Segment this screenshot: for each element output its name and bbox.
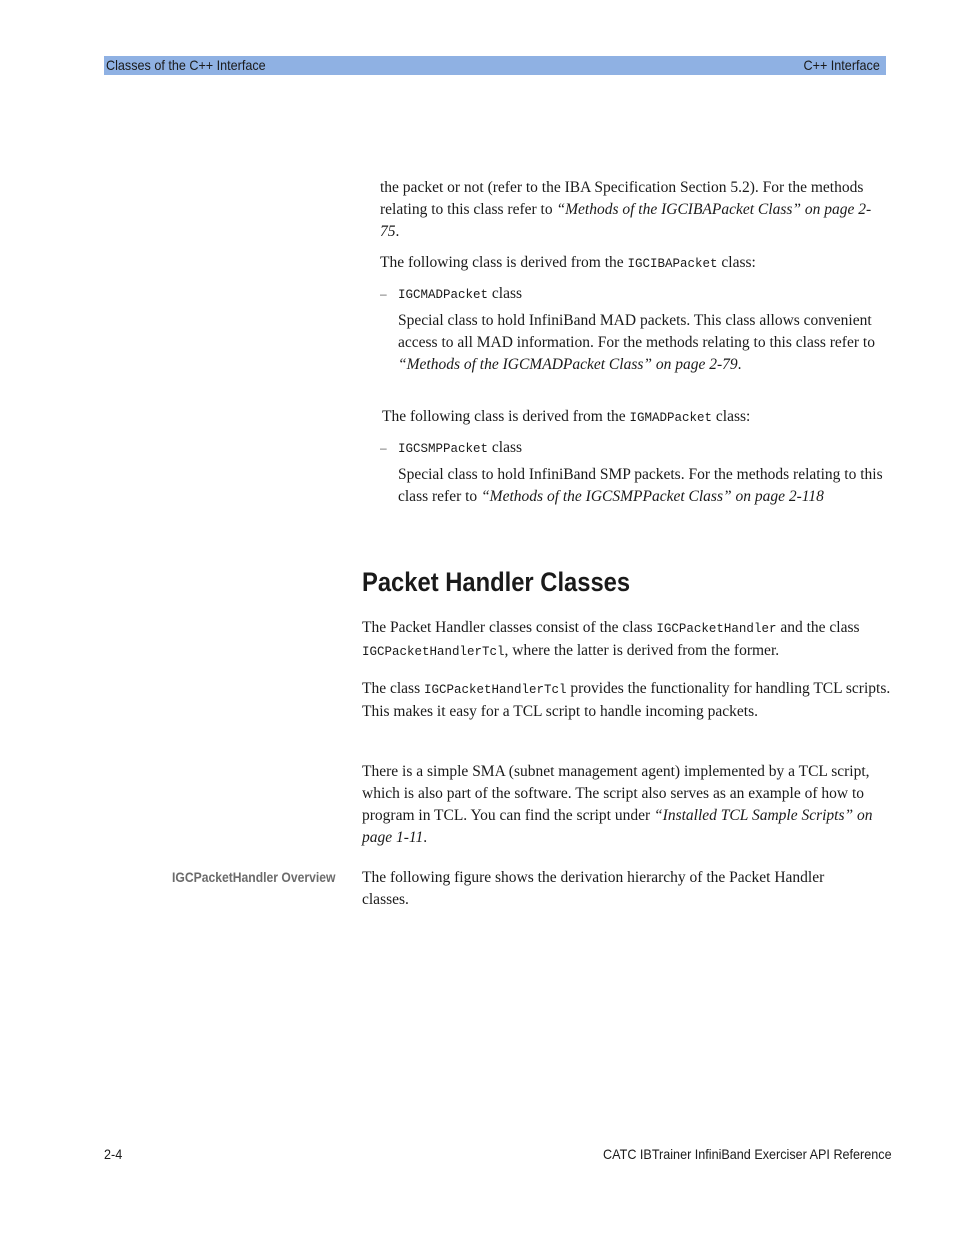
paragraph-sma: There is a simple SMA (subnet management agent) implemented by a TCL script, which is also part of the software. The script also serves as an example of how to program in TCL. You can find the script under “Installed TCL Sample Scripts” on page 1-11. <box>362 763 873 846</box>
xref-installed-tcl-scripts[interactable]: “Installed TCL Sample Scripts” on page 1-11 <box>362 807 873 846</box>
header-section: C++ Interface <box>803 57 880 73</box>
list-dash: – <box>380 287 387 301</box>
paragraph-smppacket: Special class to hold InfiniBand SMP packets. For the methods relating to this class refer to “Methods of the IGCSMPPacket Class” on page 2-118 <box>398 466 883 505</box>
section-title: Packet Handler Classes <box>362 567 631 597</box>
paragraph-handler-tcl: The class IGCPacketHandlerTcl provides the functionality for handling TCL scripts. This makes it easy for a TCL script to handle incoming packets. <box>362 680 891 720</box>
paragraph-derived-madpacket: The following class is derived from the IGMADPacket class: <box>382 408 751 425</box>
list-dash: – <box>380 441 387 455</box>
header-chapter: Classes of the C++ Interface <box>106 57 266 73</box>
list-item-igcmadpacket: IGCMADPacket class <box>398 285 523 302</box>
xref-igcibapacket-methods[interactable]: “Methods of the IGCIBAPacket Class” on page 2-75 <box>380 201 872 240</box>
paragraph-packet-handler-classes: The Packet Handler classes consist of the class IGCPacketHandler and the class IGCPacketHandlerTcl, where the latter is derived from the former. <box>362 619 860 659</box>
list-item-igcsmppacket: IGCSMPPacket class <box>398 439 523 456</box>
paragraph-madpacket: Special class to hold InfiniBand MAD packets. This class allows convenient access to all MAD information. For the methods relating to this class refer to “Methods of the IGCMADPacket Class” on page 2-79. <box>398 312 875 373</box>
side-heading-overview: IGCPacketHandler Overview <box>172 870 336 885</box>
page-number: 2-4 <box>104 1146 123 1162</box>
document-title: CATC IBTrainer InfiniBand Exerciser API Reference <box>603 1146 892 1162</box>
xref-igcsmppacket-methods[interactable]: “Methods of the IGCSMPPacket Class” on page 2-118 <box>481 488 824 505</box>
xref-igcmadpacket-methods[interactable]: “Methods of the IGCMADPacket Class” on page 2-79 <box>398 356 738 373</box>
paragraph-derived-ibapacket: The following class is derived from the IGCIBAPacket class: <box>380 254 756 271</box>
paragraph-figure-intro: The following figure shows the derivation hierarchy of the Packet Handler classes. <box>362 869 825 908</box>
paragraph-ibapacket: the packet or not (refer to the IBA Specification Section 5.2). For the methods relating to this class refer to “Methods of the IGCIBAPacket Class” on page 2-75. <box>380 179 872 240</box>
running-header <box>104 56 886 75</box>
